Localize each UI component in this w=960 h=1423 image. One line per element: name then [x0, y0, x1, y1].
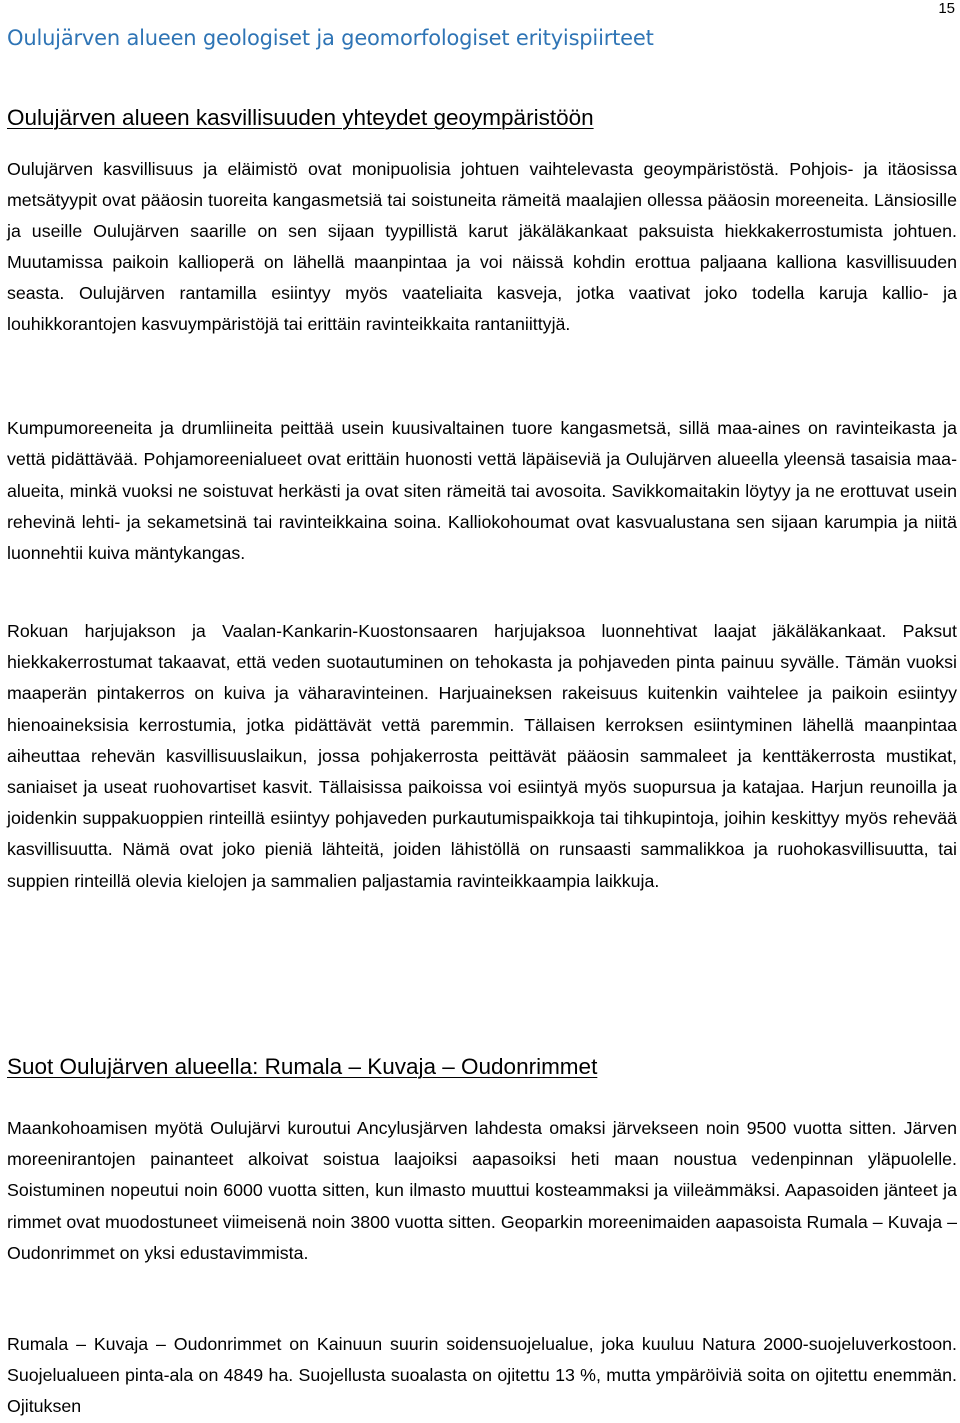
section-heading-bogs: Suot Oulujärven alueella: Rumala – Kuvaja – Oudonrimmet	[7, 1054, 598, 1079]
page-number: 15	[938, 0, 955, 17]
paragraph: Rumala – Kuvaja – Oudonrimmet on Kainuun suurin soidensuojelualue, joka kuuluu Natura 2000-suojeluverkostoon. Suojelualueen pinta-ala on 4849 ha. Suojellusta suoalasta on ojitettu 13 %, mutta ympäröiviä soita on ojitettu enemmän. Ojituksen	[7, 1334, 957, 1417]
paragraph: Rokuan harjujakson ja Vaalan-Kankarin-Kuostonsaaren harjujaksoa luonnehtivat laajat jäkäläkankaat. Paksut hiekkakerrostumat takaavat, että veden suotautuminen on tehokasta ja pohjaveden pinta painuu syvälle. Tämän vuoksi maaperän pintakerros on kuiva ja väharavinteinen. Harjuaineksen rakeisuus kuitenkin vaihtelee ja paikoin esiintyy hienoaineksisia kerrostumia, jotka pidättävät vettä paremmin. Tällaisen kerroksen esiintyminen lähellä maanpintaa aiheuttaa rehevän kasvillisuuslaikun, jossa pohjakerrosta peittävät pääosin sammaleet ja kenttäkerrosta mustikat, saniaiset ja useat ruohovartiset kasvit. Tällaisissa paikoissa voi esiintyä myös suopursua ja katajaa. Harjun reunoilla ja joidenkin suppakuoppien rinteillä esiintyy pohjaveden purkautumispaikkoja tai tihkupintoja, joihin keskittyy myös rehevää kasvillisuutta. Nämä ovat joko pieniä lähteitä, joiden lähistöllä on runsaasti sammalikkoa ja ruohokasvillisuutta, tai suppien rinteillä olevia kielojen ja sammalien paljastamia ravinteikkaampia laikkuja.	[7, 621, 957, 891]
running-header: Oulujärven alueen geologiset ja geomorfologiset erityispiirteet	[7, 26, 654, 50]
paragraph: Kumpumoreeneita ja drumliineita peittää usein kuusivaltainen tuore kangasmetsä, sillä maa-aines on ravinteikasta ja vettä pidättävää. Pohjamoreenialueet ovat erittäin huonosti vettä läpäiseviä ja Oulujärven alueella yleensä tasaisia maa-alueita, minkä vuoksi ne soistuvat herkästi ja ovat siten rämeitä tai avosoita. Savikkomaitakin löytyy ja ne erottuvat usein rehevinä lehti- ja sekametsinä tai ravinteikkaina soina. Kalliokohoumat ovat kasvualustana sen sijaan karumpia ja niitä luonnehtii kuiva mäntykangas.	[7, 418, 957, 564]
paragraph: Maankohoamisen myötä Oulujärvi kuroutui Ancylusjärven lahdesta omaksi järvekseen noin 9500 vuotta sitten. Järven moreenirantojen painanteet alkoivat soistua laajoiksi aapasoiksi heti maan noustua vedenpinnan yläpuolelle. Soistuminen nopeutui noin 6000 vuotta sitten, kun ilmasto muuttui kosteammaksi ja viileämmäksi. Aapasoiden jänteet ja rimmet ovat muodostuneet viimeisenä noin 3800 vuotta sitten. Geoparkin moreenimaiden aapasoista Rumala – Kuvaja – Oudonrimmet on yksi edustavimmista.	[7, 1118, 957, 1263]
paragraph: Oulujärven kasvillisuus ja eläimistö ovat monipuolisia johtuen vaihtelevasta geoympäristöstä. Pohjois- ja itäosissa metsätyypit ovat pääosin tuoreita kangasmetsiä tai soistuneita rämeitä maalajien ollessa pääosin moreeneita. Länsiosille ja useille Oulujärven saarille on sen sijaan tyypillistä karut jäkäläkankaat paksuista hiekkakerrostumista johtuen. Muutamissa paikoin kallioperä on lähellä maanpintaa ja voi näissä kohdin erottua paljaana kalliona kasvillisuuden seasta. Oulujärven rantamilla esiintyy myös vaateliaita kasveja, jotka vaativat joko todella karuja kallio- ja louhikkorantojen kasvuympäristöjä tai erittäin ravinteikkaita rantaniittyjä.	[7, 159, 957, 334]
section-heading-vegetation: Oulujärven alueen kasvillisuuden yhteydet geoympäristöön	[7, 105, 594, 130]
